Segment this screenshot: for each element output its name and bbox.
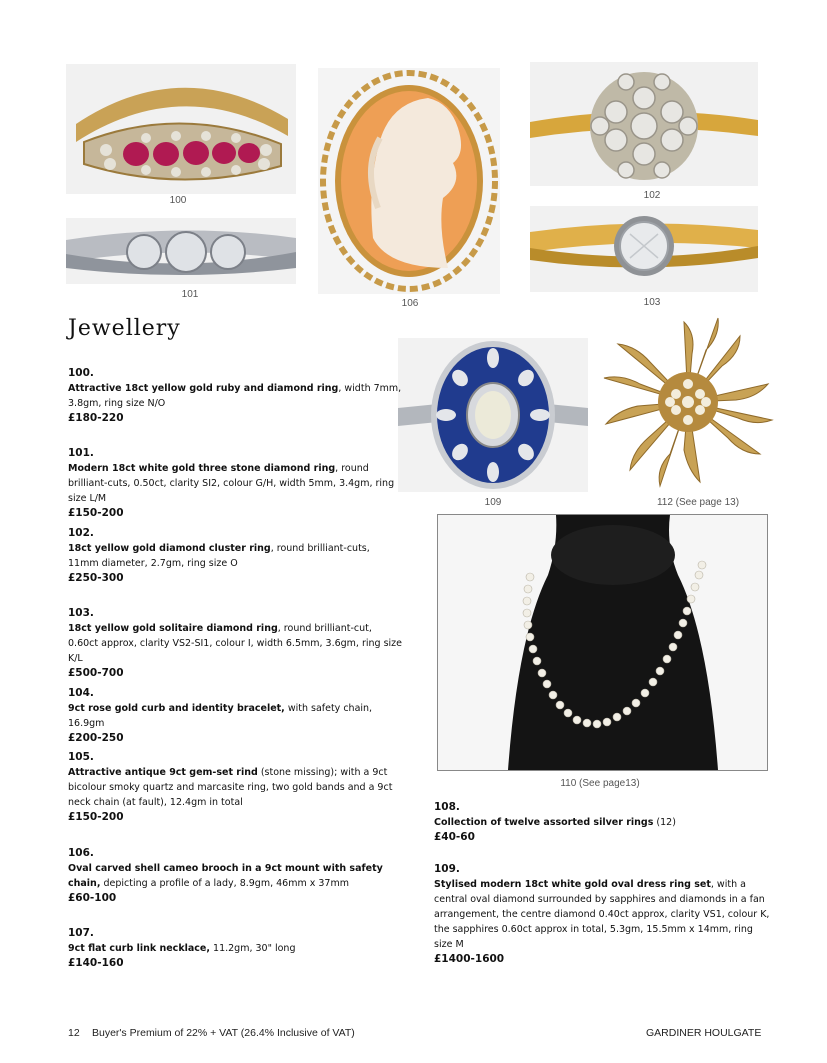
lot-description: with safety chain, 16.9gm: [68, 703, 373, 729]
lot-description: (stone missing); with a 9ct bicolour smoky quartz and marcasite ring, two gold bands and a 9ct neck chain (at fault), 12.4gm in total: [68, 767, 393, 808]
lot-estimate: £60-100: [68, 892, 117, 904]
lot-107: [68, 926, 403, 971]
lot-title: 9ct rose gold curb and identity bracelet,: [68, 703, 285, 714]
lot-112-caption: 112 (See page 13): [656, 497, 740, 508]
section-heading: Jewellery: [68, 316, 181, 341]
lot-estimate: £150-200: [68, 507, 124, 519]
lot-108: [434, 800, 774, 845]
lot-110-photo: [437, 514, 768, 771]
lot-number: 105.: [68, 751, 94, 763]
lot-number: 106.: [68, 847, 94, 859]
lot-description: , with a central oval diamond surrounded by sapphires and diamonds in a fan arrangement, the centre diamond 0.40ct approx, clarity VS1, colour K, the sapphires 0.60ct approx in total, 5.3gm, 15.5mm x 14mm, ring size M: [434, 879, 770, 950]
lot-105: [68, 750, 403, 825]
lot-title: 18ct yellow gold diamond cluster ring: [68, 543, 271, 554]
lot-estimate: £500-700: [68, 667, 124, 679]
lot-101: [68, 446, 403, 521]
lot-number: 104.: [68, 687, 94, 699]
lot-106-caption: 106: [401, 298, 419, 309]
lot-title: Modern 18ct white gold three stone diamond ring: [68, 463, 336, 474]
lot-103: [68, 606, 403, 681]
lot-title: Collection of twelve assorted silver rings: [434, 817, 654, 828]
lot-estimate: £1400-1600: [434, 953, 505, 965]
lot-101-caption: 101: [181, 289, 199, 300]
lot-title: Attractive antique 9ct gem-set rind: [68, 767, 258, 778]
lot-103-photo: [530, 206, 758, 292]
lot-estimate: £40-60: [434, 831, 475, 843]
lot-description: , round brilliant-cut, 0.60ct approx, clarity VS2-SI1, colour I, width 6.5mm, 3.6gm, ring size K/L: [68, 623, 402, 664]
buyers-premium-note: Buyer's Premium of 22% + VAT (26.4% Inclusive of VAT): [92, 1027, 355, 1039]
lot-102: [68, 526, 403, 586]
lot-102-caption: 102: [643, 190, 661, 201]
lot-number: 101.: [68, 447, 94, 459]
lot-title: Oval carved shell cameo brooch in a 9ct mount with safety chain,: [68, 863, 383, 889]
lot-106: [68, 846, 403, 906]
lot-description: , width 7mm, 3.8gm, ring size N/O: [68, 383, 402, 409]
lot-estimate: £150-200: [68, 811, 124, 823]
lot-number: 100.: [68, 367, 94, 379]
lot-description: , round brilliant-cuts, 0.50ct, clarity SI2, colour G/H, width 5mm, 3.4gm, ring size L/M: [68, 463, 395, 504]
lot-number: 108.: [434, 801, 460, 813]
lot-title: 18ct yellow gold solitaire diamond ring: [68, 623, 278, 634]
lot-description: (12): [653, 817, 676, 828]
lot-number: 102.: [68, 527, 94, 539]
lot-estimate: £250-300: [68, 572, 124, 584]
lot-100-caption: 100: [169, 195, 187, 206]
lot-number: 107.: [68, 927, 94, 939]
lot-title: Stylised modern 18ct white gold oval dress ring set: [434, 879, 711, 890]
lot-106-photo: [318, 68, 500, 294]
lot-title: Attractive 18ct yellow gold ruby and diamond ring: [68, 383, 339, 394]
lot-description: depicting a profile of a lady, 8.9gm, 46mm x 37mm: [100, 878, 349, 889]
lot-100: [68, 366, 403, 426]
lot-number: 109.: [434, 863, 460, 875]
lot-109-caption: 109: [484, 497, 502, 508]
lot-100-photo: [66, 64, 296, 194]
lot-estimate: £140-160: [68, 957, 124, 969]
lot-109-photo: [398, 338, 588, 492]
lot-number: 103.: [68, 607, 94, 619]
lot-title: 9ct flat curb link necklace,: [68, 943, 210, 954]
lot-estimate: £200-250: [68, 732, 124, 744]
lot-101-photo: [66, 218, 296, 284]
lot-description: , round brilliant-cuts, 11mm diameter, 2.7gm, ring size O: [68, 543, 370, 569]
lot-109: [434, 862, 774, 967]
lot-102-photo: [530, 62, 758, 186]
lot-112-photo: [600, 314, 776, 490]
lot-104: [68, 686, 403, 746]
brand-name: GARDINER HOULGATE: [646, 1027, 762, 1039]
lot-estimate: £180-220: [68, 412, 124, 424]
page-number: 12: [68, 1027, 80, 1039]
lot-110-caption: 110 (See page13): [560, 778, 640, 789]
lot-description: 11.2gm, 30" long: [210, 943, 296, 954]
lot-103-caption: 103: [643, 297, 661, 308]
